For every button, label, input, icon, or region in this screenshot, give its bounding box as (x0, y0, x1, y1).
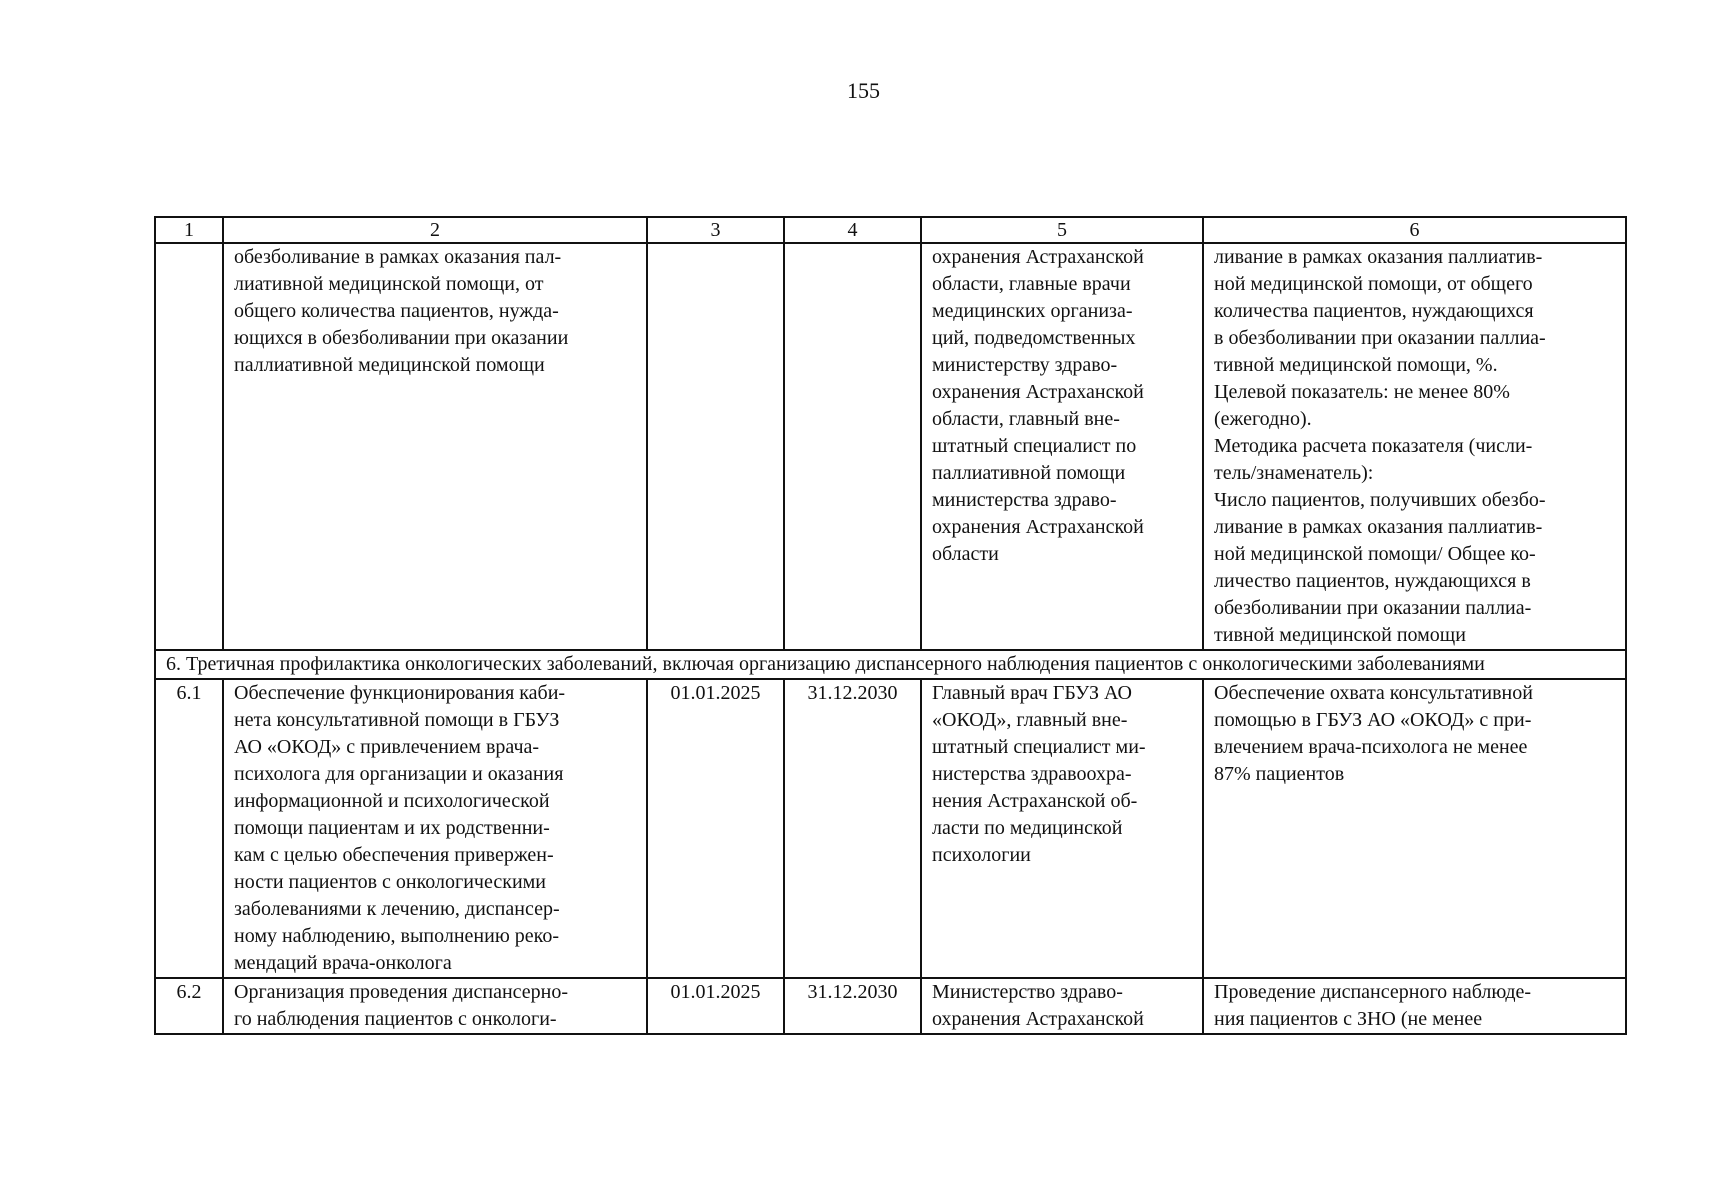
start-date (647, 243, 784, 650)
column-number-header-row (155, 217, 1626, 243)
column-number-6: 6 (1203, 217, 1626, 243)
section-heading: 6. Третичная профилактика онкологических заболеваний, включая организацию диспансерного наблюдения пациентов с онкологическими заболеваниями (155, 650, 1626, 679)
responsible-party: Главный врач ГБУЗ АО «ОКОД», главный вне- штатный специалист ми- нистерства здравоохра- нения Астраханской об- ласти по медицинской психологии (921, 679, 1203, 978)
table-row-6-1 (155, 679, 1626, 978)
activity-description: Организация проведения диспансерно- го наблюдения пациентов с онкологи- (223, 978, 647, 1034)
column-number-5: 5 (921, 217, 1203, 243)
column-number-4: 4 (784, 217, 921, 243)
expected-result: Проведение диспансерного наблюде- ния пациентов с ЗНО (не менее (1203, 978, 1626, 1034)
table-row-6-2 (155, 978, 1626, 1034)
page-number: 155 (847, 78, 880, 103)
expected-result: Обеспечение охвата консультативной помощью в ГБУЗ АО «ОКОД» с при- влечением врача-психолога не менее 87% пациентов (1203, 679, 1626, 978)
row-number: 6.1 (155, 679, 223, 978)
end-date (784, 243, 921, 650)
expected-result: ливание в рамках оказания паллиатив- ной медицинской помощи, от общего количества пациентов, нуждающихся в обезболивании при оказании паллиа- тивной медицинской помощи, %. Целевой показатель: не менее 80% (ежегодно). Методика расчета показателя (числи- тель/знаменатель): Число пациентов, получивших обезбо- ливание в рамках оказания паллиатив- ной медицинской помощи/ Общее ко- личество пациентов, нуждающихся в обезболивании при оказании паллиа- тивной медицинской помощи (1203, 243, 1626, 650)
start-date: 01.01.2025 (647, 978, 784, 1034)
end-date: 31.12.2030 (784, 978, 921, 1034)
start-date: 01.01.2025 (647, 679, 784, 978)
end-date: 31.12.2030 (784, 679, 921, 978)
column-number-2: 2 (223, 217, 647, 243)
action-plan-table (154, 216, 1627, 1035)
column-number-3: 3 (647, 217, 784, 243)
responsible-party: охранения Астраханской области, главные врачи медицинских организа- ций, подведомственных министерству здраво- охранения Астраханской области, главный вне- штатный специалист по паллиативной помощи министерства здраво- охранения Астраханской области (921, 243, 1203, 650)
column-number-1: 1 (155, 217, 223, 243)
row-number: 6.2 (155, 978, 223, 1034)
activity-description: Обеспечение функционирования каби- нета консультативной помощи в ГБУЗ АО «ОКОД» с привлечением врача- психолога для организации и оказания информационной и психологической помощи пациентам и их родственни- кам с целью обеспечения привержен- ности пациентов с онкологическими заболеваниями к лечению, диспансер- ному наблюдению, выполнению реко- мендаций врача-онколога (223, 679, 647, 978)
section-heading-row (155, 650, 1626, 679)
responsible-party: Министерство здраво- охранения Астраханской (921, 978, 1203, 1034)
row-number (155, 243, 223, 650)
table-row-continuation (155, 243, 1626, 650)
activity-description: обезболивание в рамках оказания пал- лиативной медицинской помощи, от общего количества пациентов, нужда- ющихся в обезболивании при оказании паллиативной медицинской помощи (223, 243, 647, 650)
